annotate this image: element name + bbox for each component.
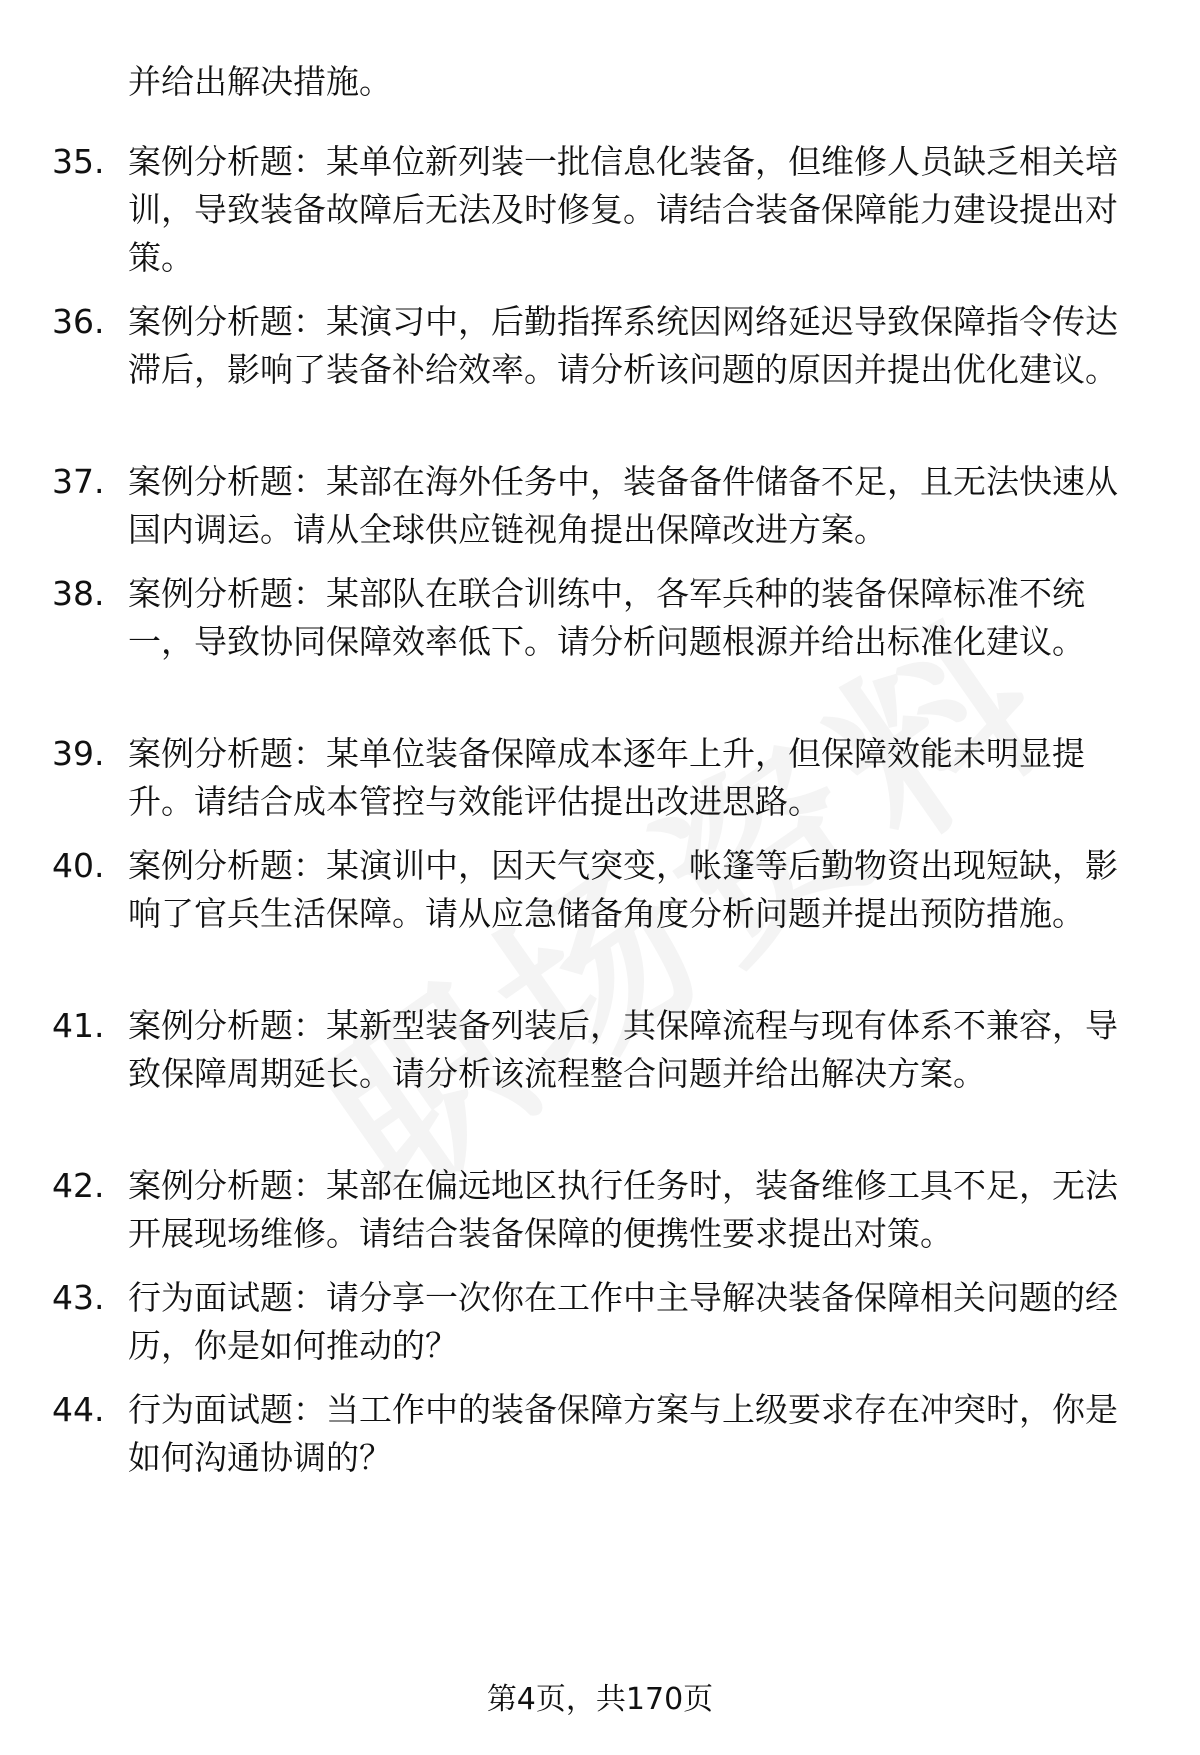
item-text: 案例分析题：某演训中，因天气突变，帐篷等后勤物资出现短缺，影响了官兵生活保障。请从应急储备角度分析问题并提出预防措施。 xyxy=(128,846,1118,933)
item-number: 36. xyxy=(52,302,105,341)
item-text: 行为面试题：请分享一次你在工作中主导解决装备保障相关问题的经历，你是如何推动的？ xyxy=(128,1278,1118,1365)
item-number: 41. xyxy=(52,1006,105,1045)
item-text: 案例分析题：某单位新列装一批信息化装备，但维修人员缺乏相关培训，导致装备故障后无法及时修复。请结合装备保障能力建设提出对策。 xyxy=(128,142,1118,277)
item-text: 案例分析题：某部队在联合训练中，各军兵种的装备保障标准不统一，导致协同保障效率低下。请分析问题根源并给出标准化建议。 xyxy=(128,574,1085,661)
item-number: 43. xyxy=(52,1278,105,1317)
page-number: 第4页，共170页 xyxy=(486,1682,714,1717)
item-number: 44. xyxy=(52,1390,105,1429)
item-number: 37. xyxy=(52,462,105,501)
item-text: 案例分析题：某单位装备保障成本逐年上升，但保障效能未明显提升。请结合成本管控与效能评估提出改进思路。 xyxy=(128,734,1085,821)
item-text: 案例分析题：某新型装备列装后，其保障流程与现有体系不兼容，导致保障周期延长。请分析该流程整合问题并给出解决方案。 xyxy=(128,1006,1118,1093)
item-number: 40. xyxy=(52,846,105,885)
item-number: 39. xyxy=(52,734,105,773)
item-text: 案例分析题：某部在海外任务中，装备备件储备不足，且无法快速从国内调运。请从全球供应链视角提出保障改进方案。 xyxy=(128,462,1118,549)
item-number: 42. xyxy=(52,1166,105,1205)
item-text: 案例分析题：某演习中，后勤指挥系统因网络延迟导致保障指令传达滞后，影响了装备补给效率。请分析该问题的原因并提出优化建议。 xyxy=(128,302,1118,389)
item-text: 案例分析题：某部在偏远地区执行任务时，装备维修工具不足，无法开展现场维修。请结合装备保障的便携性要求提出对策。 xyxy=(128,1166,1118,1253)
item-text: 行为面试题：当工作中的装备保障方案与上级要求存在冲突时，你是如何沟通协调的？ xyxy=(128,1390,1118,1477)
continued-text: 并给出解决措施。 xyxy=(128,62,392,101)
item-number: 38. xyxy=(52,574,105,613)
item-number: 35. xyxy=(52,142,105,181)
